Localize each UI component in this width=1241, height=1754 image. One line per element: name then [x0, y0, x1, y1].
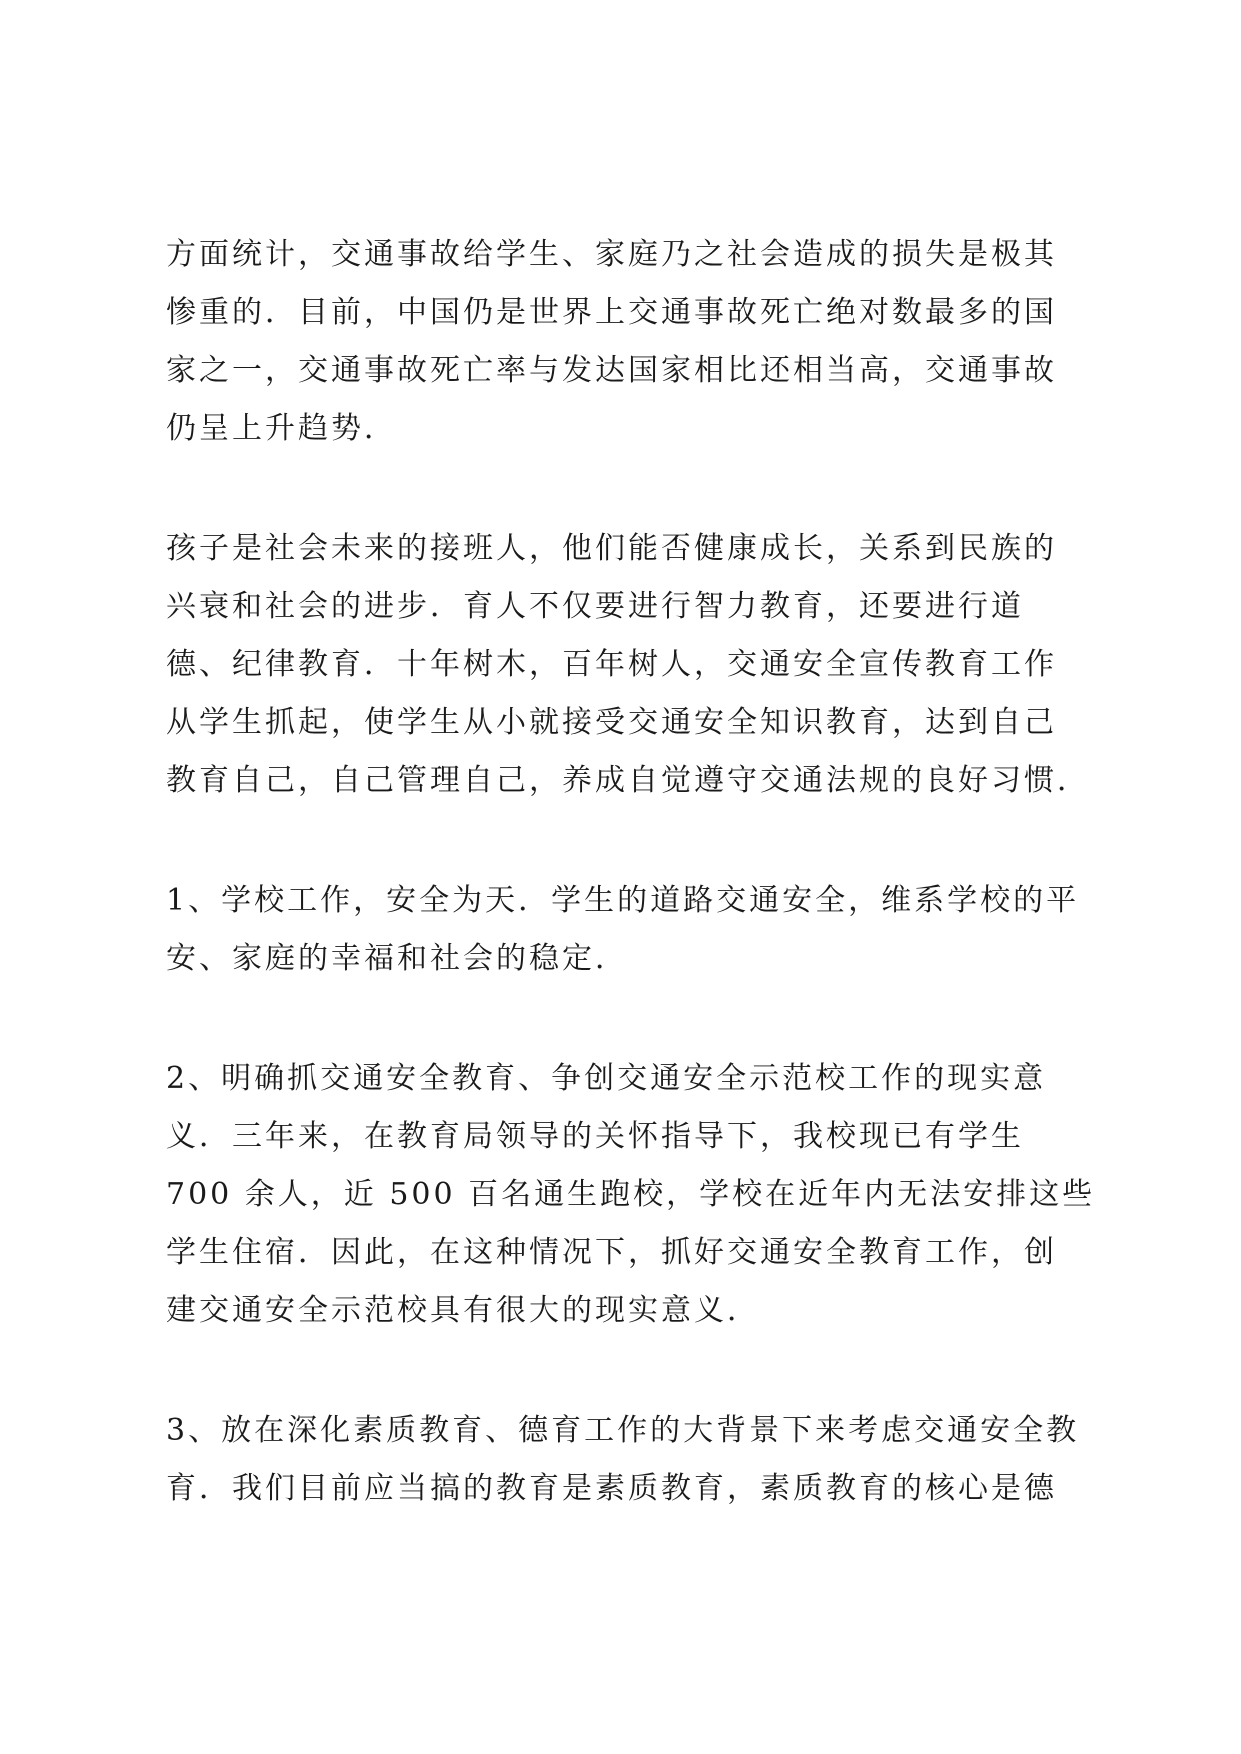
text-line: 1、学校工作，安全为天．学生的道路交通安全，维系学校的平 — [166, 883, 1080, 918]
text-line: 德、纪律教育．十年树木，百年树人，交通安全宣传教育工作 — [166, 647, 1057, 682]
text-line: 教育自己，自己管理自己，养成自觉遵守交通法规的良好习惯． — [166, 763, 1090, 798]
text-line: 2、明确抓交通安全教育、争创交通安全示范校工作的现实意 — [166, 1061, 1047, 1096]
document-body — [166, 226, 1096, 1580]
text-line: 义．三年来，在教育局领导的关怀指导下，我校现已有学生 — [166, 1119, 1024, 1154]
paragraph-children-education — [166, 520, 1090, 810]
text-line: 惨重的．目前，中国仍是世界上交通事故死亡绝对数最多的国 — [166, 295, 1057, 330]
text-line: 学生住宿．因此，在这种情况下，抓好交通安全教育工作，创 — [166, 1235, 1057, 1270]
text-line: 育．我们目前应当搞的教育是素质教育，素质教育的核心是德 — [166, 1471, 1057, 1506]
text-line: 建交通安全示范校具有很大的现实意义． — [166, 1293, 760, 1328]
text-line: 3、放在深化素质教育、德育工作的大背景下来考虑交通安全教 — [166, 1413, 1080, 1448]
text-line: 安、家庭的幸福和社会的稳定． — [166, 941, 628, 976]
text-line: 兴衰和社会的进步．育人不仅要进行智力教育，还要进行道 — [166, 589, 1024, 624]
paragraph-point-1 — [166, 872, 1086, 988]
text-line: 孩子是社会未来的接班人，他们能否健康成长，关系到民族的 — [166, 531, 1057, 566]
paragraph-point-2 — [166, 1050, 1096, 1340]
paragraph-point-3 — [166, 1402, 1086, 1518]
text-line: 仍呈上升趋势． — [166, 411, 397, 446]
text-line: 家之一，交通事故死亡率与发达国家相比还相当高，交通事故 — [166, 353, 1057, 388]
text-line: 700 余人，近 500 百名通生跑校，学校在近年内无法安排这些 — [166, 1177, 1096, 1212]
text-line: 方面统计，交通事故给学生、家庭乃之社会造成的损失是极其 — [166, 237, 1057, 272]
paragraph-accident-statistics — [166, 226, 1086, 458]
text-line: 从学生抓起，使学生从小就接受交通安全知识教育，达到自己 — [166, 705, 1057, 740]
